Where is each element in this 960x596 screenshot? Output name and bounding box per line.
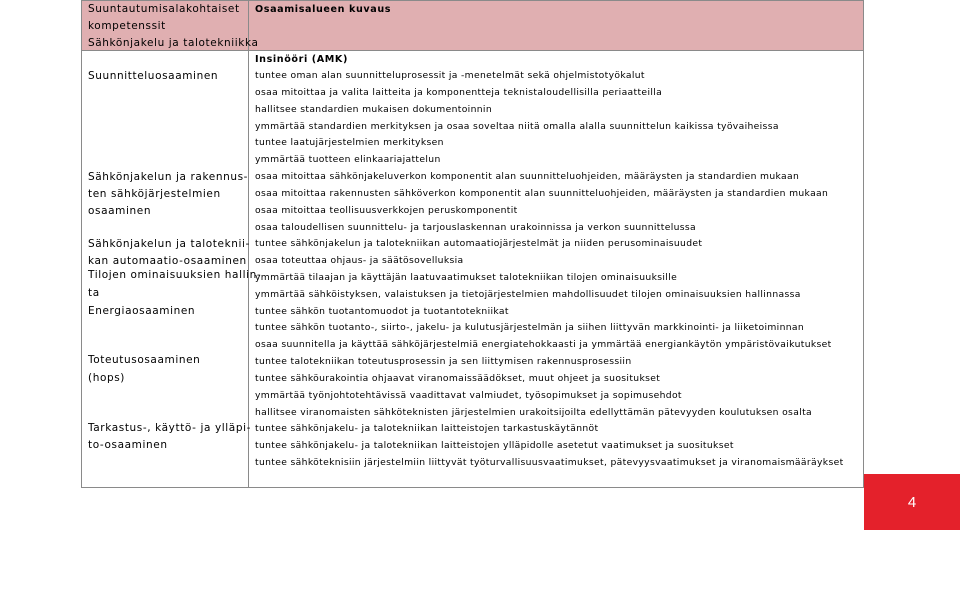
area-label: Tarkastus-, käyttö- ja ylläpi- <box>88 422 252 434</box>
degree-label: Insinööri (AMK) <box>255 54 348 65</box>
area-label: ta <box>88 287 100 299</box>
description-line: tuntee talotekniikan toteutusprosessin ja sen liittymisen rakennusprosessiin <box>255 356 632 367</box>
left-header-line: Sähkönjakelu ja talotekniikka <box>88 37 259 49</box>
area-label: Suunnitteluosaaminen <box>88 70 219 82</box>
area-label: Toteutusosaaminen <box>88 354 201 366</box>
description-line: osaa taloudellisen suunnittelu- ja tarjouslaskennan urakoinnissa ja verkon suunnittelussa <box>255 222 697 233</box>
description-line: tuntee sähkönjakelu- ja talotekniikan laitteistojen tarkastuskäytännöt <box>255 423 599 434</box>
description-line: osaa mitoittaa teollisuusverkkojen peruskomponentit <box>255 205 518 216</box>
description-line: osaa suunnitella ja käyttää sähköjärjestelmiä energiatehokkaasti ja ymmärtää energiankäytön ympäristövaikutukset <box>255 339 832 350</box>
description-line: tuntee sähkönjakelu- ja talotekniikan laitteistojen ylläpidolle asetetut vaatimukset ja suositukset <box>255 440 734 451</box>
description-line: hallitsee standardien mukaisen dokumentoinnin <box>255 104 493 115</box>
description-line: ymmärtää tuotteen elinkaariajattelun <box>255 154 441 165</box>
area-label: Tilojen ominaisuuksien hallin- <box>88 269 262 281</box>
description-line: tuntee sähköteknisiin järjestelmiin liittyvät työturvallisuusvaatimukset, pätevyysvaatimukset ja viranomaismääräykset <box>255 457 844 468</box>
description-line: tuntee sähkön tuotanto-, siirto-, jakelu- ja kulutusjärjestelmän ja siihen liittyvän markkinointi- ja liiketoiminnan <box>255 322 805 333</box>
area-label: Sähkönjakelun ja rakennus- <box>88 171 249 183</box>
left-header-line: kompetenssit <box>88 20 166 32</box>
area-label: Sähkönjakelun ja taloteknii- <box>88 238 250 250</box>
area-label: osaaminen <box>88 205 152 217</box>
description-line: osaa mitoittaa rakennusten sähköverkon komponentit alan suunnitteluohjeiden, määräysten ja standardien mukaan <box>255 188 829 199</box>
description-line: osaa mitoittaa ja valita laitteita ja komponentteja teknistaloudellisilla periaatteilla <box>255 87 663 98</box>
description-line: osaa toteuttaa ohjaus- ja säätösovelluksia <box>255 255 464 266</box>
description-line: ymmärtää sähköistyksen, valaistuksen ja tietojärjestelmien mahdollisuudet tilojen ominaisuuksien hallinnassa <box>255 289 801 300</box>
right-header-title: Osaamisalueen kuvaus <box>255 4 392 15</box>
area-label: (hops) <box>88 372 126 384</box>
description-line: tuntee sähkön tuotantomuodot ja tuotantotekniikat <box>255 306 509 317</box>
description-line: ymmärtää työnjohtotehtävissä vaadittavat valmiudet, työsopimukset ja sopimusehdot <box>255 390 682 401</box>
description-line: tuntee sähköurakointia ohjaavat viranomaissäädökset, muut ohjeet ja suositukset <box>255 373 661 384</box>
description-line: hallitsee viranomaisten sähköteknisten järjestelmien urakoitsijoilta edellyttämän pätevyyden koulutuksen osalta <box>255 407 813 418</box>
description-line: tuntee oman alan suunnitteluprosessit ja -menetelmät sekä ohjelmistotyökalut <box>255 70 645 81</box>
description-line: osaa mitoittaa sähkönjakeluverkon komponentit alan suunnitteluohjeiden, määräysten ja standardien mukaan <box>255 171 800 182</box>
page-number-badge: 4 <box>864 474 960 530</box>
description-line: ymmärtää tilaajan ja käyttäjän laatuvaatimukset talotekniikan tilojen ominaisuuksille <box>255 272 678 283</box>
left-header-line: Suuntautumisalakohtaiset <box>88 3 240 15</box>
area-label: kan automaatio-osaaminen <box>88 255 247 267</box>
description-line: tuntee laatujärjestelmien merkityksen <box>255 137 444 148</box>
area-label: to-osaaminen <box>88 439 168 451</box>
description-line: ymmärtää standardien merkityksen ja osaa soveltaa niitä omalla alalla suunnittelun kaikissa työvaiheissa <box>255 121 779 132</box>
description-line: tuntee sähkönjakelun ja talotekniikan automaatiojärjestelmät ja niiden perusominaisuudet <box>255 238 703 249</box>
competence-table <box>81 0 864 488</box>
area-label: ten sähköjärjestelmien <box>88 188 221 200</box>
area-label: Energiaosaaminen <box>88 305 196 317</box>
